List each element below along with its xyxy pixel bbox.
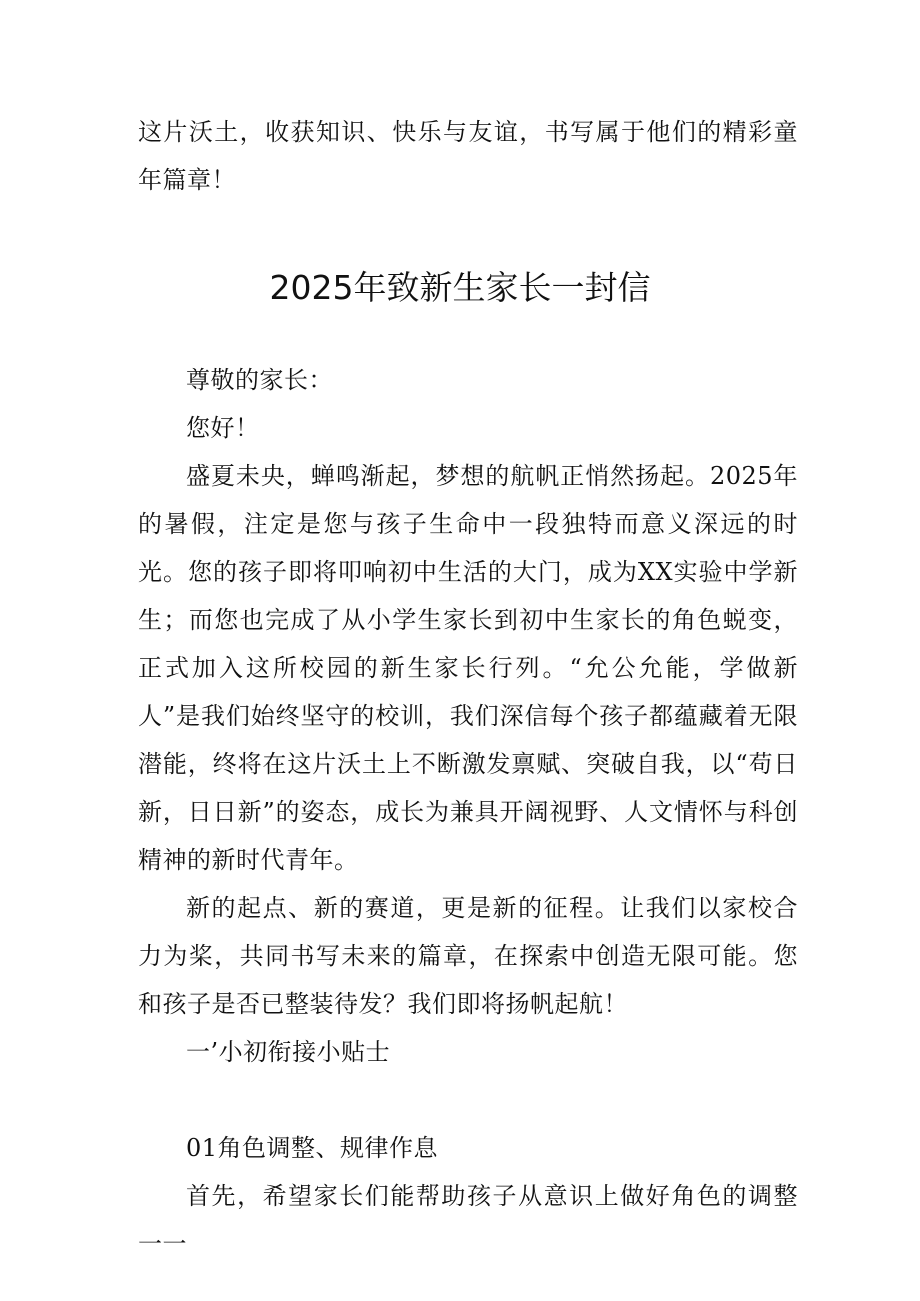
letter-title: 2025年致新生家长一封信: [269, 268, 651, 307]
body-paragraph: 首先，希望家长们能帮助孩子从意识上做好角色的调整一一: [138, 1182, 798, 1258]
body-paragraph: 盛夏未央，蝉鸣渐起，梦想的航帆正悄然扬起。2025年的暑假，注定是您与孩子生命中一段独特而意义深远的时光。您的孩子即将叩响初中生活的大门，成为XX实验中学新生；而您也完成了从小学生家长到初中生家长的角色蜕变，正式加入这所校园的新生家长行列。“允公允能，学做新人”是我们始终坚守的校训，我们深信每个孩子都蕴藏着无限潜能，终将在这片沃土上不断激发禀赋、突破自我，以“苟日新，日日新”的姿态，成长为兼具开阔视野、人文情怀与科创精神的新时代青年。: [138, 462, 798, 874]
subsection-heading: 01角色调整、规律作息: [186, 1134, 439, 1162]
body-paragraph: 新的起点、新的赛道，更是新的征程。让我们以家校合力为桨，共同书写未来的篇章，在探索中创造无限可能。您和孩子是否已整装待发？我们即将扬帆起航！: [138, 894, 798, 1018]
salutation: 尊敬的家长：: [186, 366, 333, 394]
continuation-paragraph: 这片沃土，收获知识、快乐与友谊，书写属于他们的精彩童年篇章！: [138, 118, 798, 194]
letter-body: [138, 356, 798, 1268]
section-heading: 一’小初衔接小贴士: [186, 1038, 391, 1066]
greeting: 您好！: [186, 414, 260, 442]
